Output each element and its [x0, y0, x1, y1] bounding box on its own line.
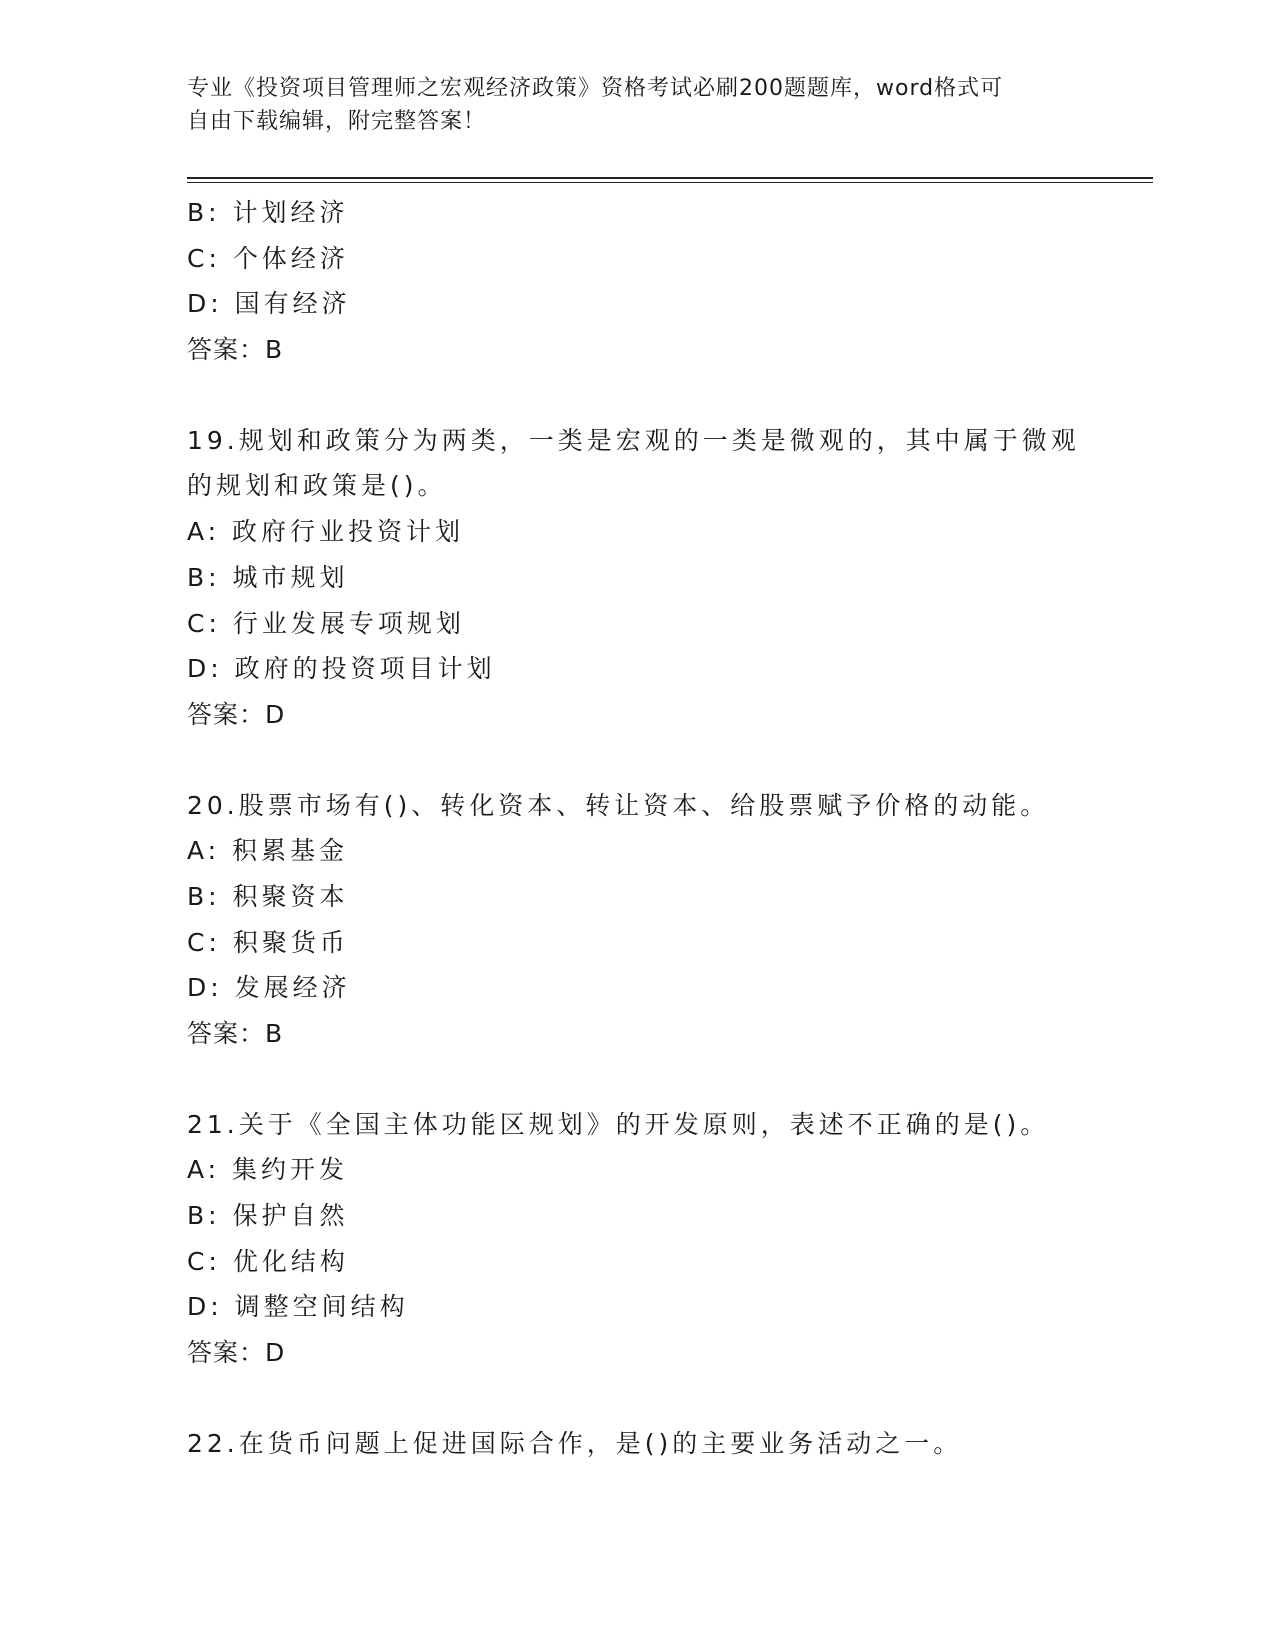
question-stem-line-1: 19.规划和政策分为两类，一类是宏观的一类是微观的，其中属于微观 [187, 425, 1080, 455]
option-a: A: 集约开发 [187, 1155, 349, 1185]
answer: 答案：D [187, 699, 286, 729]
option-b: B: 计划经济 [187, 198, 349, 227]
option-c: C: 优化结构 [187, 1246, 349, 1276]
question-stem-line-2: 的规划和政策是()。 [187, 471, 447, 501]
option-d: D: 政府的投资项目计划 [187, 654, 496, 684]
option-c: C: 个体经济 [187, 243, 349, 273]
spacer [187, 1376, 1087, 1421]
option-a: A: 政府行业投资计划 [187, 517, 465, 547]
header-title-line-2: 自由下载编辑，附完整答案！ [187, 109, 487, 134]
question-22 [187, 1421, 1087, 1467]
question-stem: 21.关于《全国主体功能区规划》的开发原则，表述不正确的是()。 [187, 1109, 1050, 1139]
question-stem: 22.在货币问题上促进国际合作，是()的主要业务活动之一。 [187, 1428, 963, 1458]
question-18 [187, 190, 1087, 373]
option-d: D: 发展经济 [187, 973, 351, 1003]
option-c: C: 行业发展专项规划 [187, 608, 465, 638]
option-b: B: 城市规划 [187, 562, 349, 592]
answer: 答案：D [187, 1338, 286, 1368]
option-a: A: 积累基金 [187, 836, 349, 866]
option-b: B: 积聚资本 [187, 881, 349, 911]
header-title-line-1: 专业《投资项目管理师之宏观经济政策》资格考试必刷200题题库，word格式可 [187, 76, 1004, 101]
question-19 [187, 418, 1087, 738]
answer: 答案：B [187, 1019, 284, 1048]
document-header [187, 72, 1067, 138]
option-d: D: 调整空间结构 [187, 1292, 409, 1322]
question-21 [187, 1102, 1087, 1376]
question-stem: 20.股票市场有()、转化资本、转让资本、给股票赋予价格的动能。 [187, 790, 1050, 820]
spacer [187, 373, 1087, 418]
question-list [187, 190, 1087, 1467]
spacer [187, 1057, 1087, 1102]
option-d: D: 国有经济 [187, 289, 351, 319]
spacer [187, 738, 1087, 783]
answer: 答案：B [187, 335, 284, 365]
header-divider [187, 177, 1153, 183]
question-20 [187, 783, 1087, 1057]
option-b: B: 保护自然 [187, 1201, 349, 1231]
option-c: C: 积聚货币 [187, 927, 349, 957]
